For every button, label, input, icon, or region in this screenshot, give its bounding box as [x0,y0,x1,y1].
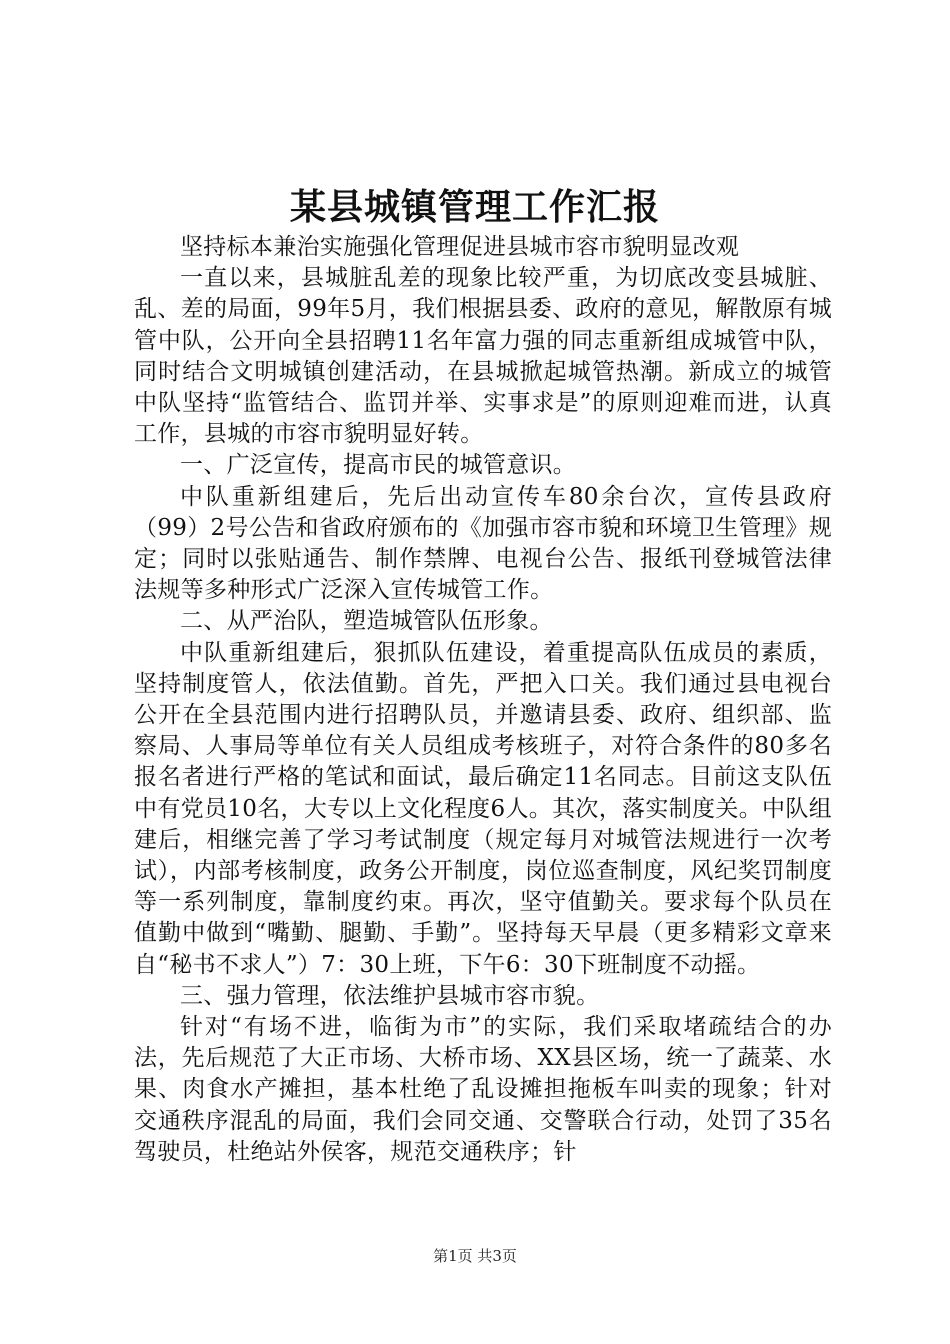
document-body [134,232,832,1168]
page-number-footer: 第1页 共3页 [433,1247,517,1265]
section-heading-2: 二、从严治队，塑造城管队伍形象。 [180,608,553,635]
section-1-paragraph: 中队重新组建后，先后出动宣传车80余台次，宣传县政府（99）2号公告和省政府颁布的《加强市容市貌和环境卫生管理》规定；同时以张贴通告、制作禁牌、电视台公告、报纸刊登城管法律法规等多种形式广泛深入宣传城管工作。 [134,483,832,604]
subtitle-paragraph: 坚持标本兼治实施强化管理促进县城市容市貌明显改观 [180,234,740,260]
document-title: 某县城镇管理工作汇报 [289,186,660,228]
section-2-paragraph: 中队重新组建后，狠抓队伍建设，着重提高队伍成员的素质，坚持制度管人，依法值勤。首先，严把入口关。我们通过县电视台公开在全县范围内进行招聘队员，并邀请县委、政府、组织部、监察局、人事局等单位有关人员组成考核班子，对符合条件的80多名报名者进行严格的笔试和面试，最后确定11名同志。目前这支队伍中有党员10名，大专以上文化程度6人。其次，落实制度关。中队组建后，相继完善了学习考试制度（规定每月对城管法规进行一次考试），内部考核制度，政务公开制度，岗位巡查制度，风纪奖罚制度等一系列制度，靠制度约束。再次，坚守值勤关。要求每个队员在值勤中做到“嘴勤、腿勤、手勤”。坚持每天早晨（更多精彩文章来自“秘书不求人”）7：30上班，下午6：30下班制度不动摇。 [134,639,832,978]
intro-paragraph: 一直以来，县城脏乱差的现象比较严重，为切底改变县城脏、乱、差的局面，99年5月，我们根据县委、政府的意见，解散原有城管中队，公开向全县招聘11名年富力强的同志重新组成城管中队，同时结合文明城镇创建活动，在县城掀起城管热潮。新成立的城管中队坚持“监管结合、监罚并举、实事求是”的原则迎难而进，认真工作，县城的市容市貌明显好转。 [134,265,832,448]
section-heading-1: 一、广泛宣传，提高市民的城管意识。 [180,452,577,479]
section-3-paragraph: 针对“有场不进，临街为市”的实际，我们采取堵疏结合的办法，先后规范了大正市场、大桥市场、XX县区场，统一了蔬菜、水果、肉食水产摊担，基本杜绝了乱设摊担拖板车叫卖的现象；针对交通秩序混乱的局面，我们会同交通、交警联合行动，处罚了35名驾驶员，杜绝站外侯客，规范交通秩序；针 [134,1014,832,1165]
section-heading-3: 三、强力管理，依法维护县城市容市貌。 [180,982,600,1009]
